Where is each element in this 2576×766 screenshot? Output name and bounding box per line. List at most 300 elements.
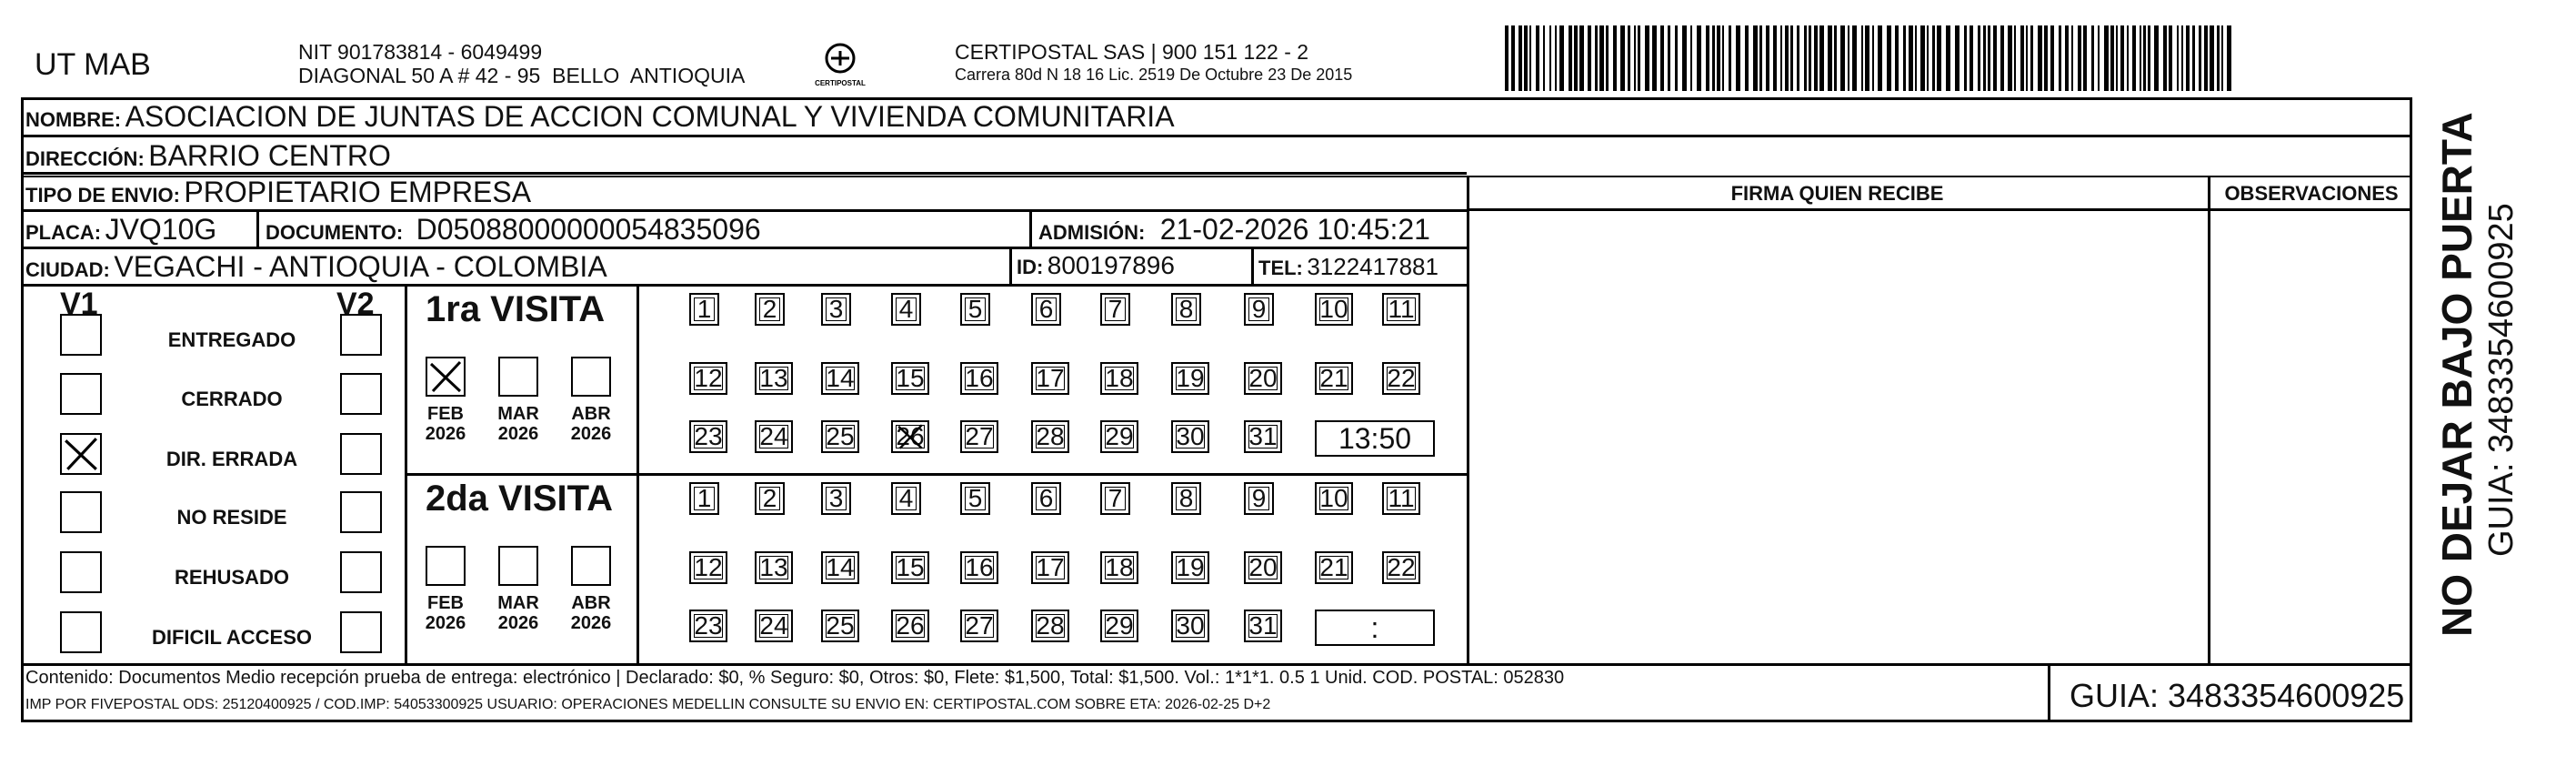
day-number: 23 [694,611,723,640]
month-year: 2026 [497,424,539,444]
day-box-2[interactable] [755,482,785,515]
day-number: 25 [826,611,855,640]
id-value: 800197896 [1047,251,1175,279]
month-name: MAR [497,404,539,424]
day-number: 3 [828,295,844,323]
barcode-bar [1549,25,1551,91]
day-box-4[interactable] [891,293,921,326]
barcode-bar [1722,25,1724,91]
day-box-26[interactable] [891,610,929,642]
cross-mark [893,422,927,451]
barcode-bar [1753,25,1758,91]
day-box-9[interactable] [1244,293,1274,326]
day-box-17[interactable] [1031,551,1069,584]
documento-label: DOCUMENTO: [266,221,404,244]
day-number: 21 [1319,364,1348,392]
barcode-bar [1668,25,1670,91]
barcode-bar [1579,25,1584,91]
nombre-value: ASOCIACION DE JUNTAS DE ACCION COMUNAL Y VIVIENDA COMUNITARIA [125,100,1175,133]
day-box-23[interactable] [689,420,727,453]
day-box-19[interactable] [1171,362,1209,395]
day-box-12[interactable] [689,551,727,584]
day-number: 8 [1178,295,1194,323]
day-number: 29 [1105,422,1134,450]
barcode-bar [2071,25,2073,91]
month-label [491,593,546,633]
barcode-bar [1606,25,1609,91]
day-box-11[interactable] [1382,293,1420,326]
barcode-bar [1613,25,1617,91]
barcode-bar [1865,25,1869,91]
day-box-22[interactable] [1382,551,1420,584]
day-box-21[interactable] [1315,362,1353,395]
barcode-bar [2078,25,2081,91]
barcode-bar [2059,25,2061,91]
day-box-10[interactable] [1315,482,1353,515]
barcode-bar [2120,25,2124,91]
day-number: 31 [1248,422,1278,450]
month-year: 2026 [497,613,539,633]
day-box-29[interactable] [1100,420,1138,453]
day-number: 25 [826,422,855,450]
month-label [418,404,473,444]
day-number: 11 [1388,295,1415,323]
day-box-3[interactable] [821,293,851,326]
firma-header: FIRMA QUIEN RECIBE [1730,182,1944,205]
day-number: 2 [762,295,777,323]
day-box-19[interactable] [1171,551,1209,584]
day-number: 16 [965,364,994,392]
day-number: 21 [1319,553,1348,581]
ciudad-label: CIUDAD: [25,258,110,281]
barcode-bar [2127,25,2129,91]
day-box-28[interactable] [1031,610,1069,642]
barcode-bar [2091,25,2094,91]
day-number: 11 [1388,484,1415,512]
barcode-bar [1970,25,1973,91]
nombre-row [25,100,1175,134]
day-number: 1 [697,295,712,323]
day-box-1[interactable] [689,293,719,326]
day-number: 4 [898,295,914,323]
day-number: 19 [1176,553,1205,581]
day-number: 6 [1038,295,1054,323]
barcode-bar [1652,25,1657,91]
barcode-bar [1840,25,1845,91]
day-box-16[interactable] [960,551,998,584]
day-number: 2 [762,484,777,512]
footer-guia: GUIA: 3483354600925 [2070,677,2405,714]
barcode-bar [1903,25,1906,91]
barcode-bar [1511,25,1515,91]
barcode-bar [1759,25,1762,91]
month-year: 2026 [570,613,612,633]
cross-mark [62,435,100,473]
barcode-bar [1937,25,1941,91]
day-box-29[interactable] [1100,610,1138,642]
barcode-bar [1729,25,1731,91]
day-box-15[interactable] [891,551,929,584]
barcode-bar [1745,25,1749,91]
barcode-bar [1848,25,1849,91]
day-box-18[interactable] [1100,551,1138,584]
day-number: 26 [896,611,925,640]
day-box-6[interactable] [1031,293,1061,326]
day-box-30[interactable] [1171,610,1209,642]
barcode-bar [2132,25,2136,91]
day-number: 15 [896,364,925,392]
barcode-bar [1983,25,1986,91]
month-checkbox[interactable] [498,546,538,586]
month-year: 2026 [425,424,466,444]
day-box-25[interactable] [821,610,859,642]
signature-area[interactable] [1469,211,2206,660]
barcode-bar [1569,25,1572,91]
month-name: FEB [427,593,464,613]
day-box-21[interactable] [1315,551,1353,584]
day-number: 31 [1248,611,1278,640]
day-box-25[interactable] [821,420,859,453]
barcode-bar [1620,25,1625,91]
sender-address: DIAGONAL 50 A # 42 - 95 BELLO ANTIOQUIA [298,64,746,87]
barcode-bar [1588,25,1591,91]
barcode-bar [1628,25,1630,91]
tel-value: 3122417881 [1307,253,1438,280]
v1-checkbox[interactable] [60,314,102,356]
barcode-bar [2030,25,2033,91]
day-box-24[interactable] [755,420,793,453]
v2-checkbox[interactable] [340,433,382,475]
barcode-bar [1946,25,1950,91]
tel-row [1258,253,1438,281]
barcode-bar [2217,25,2220,91]
barcode-bar [2210,25,2214,91]
tipo-value: PROPIETARIO EMPRESA [184,176,532,208]
barcode-bar [1780,25,1782,91]
barcode-bar [1645,25,1649,91]
observations-area[interactable] [2210,211,2411,660]
barcode-bar [1773,25,1777,91]
day-number: 28 [1036,611,1065,640]
carrier-company: CERTIPOSTAL SAS | 900 151 122 - 2 [955,40,1309,64]
time-value: 13:50 [1338,421,1412,455]
barcode-bar [2020,25,2024,91]
barcode-bar [1932,25,1935,91]
day-number: 12 [694,364,723,392]
month-name: ABR [571,593,611,613]
barcode-bar [1809,25,1811,91]
time-value: : [1370,610,1379,644]
day-number: 24 [759,611,788,640]
barcode-bar [1915,25,1917,91]
barcode-bar [1543,25,1545,91]
barcode [1505,25,2232,91]
barcode-bar [2098,25,2100,91]
placa-row [25,213,216,247]
v1-checkbox[interactable] [60,491,102,533]
barcode-bar [2186,25,2190,91]
barcode-bar [2050,25,2054,91]
barcode-bar [2083,25,2087,91]
status-label: CERRADO [181,388,283,410]
barcode-bar [2192,25,2195,91]
day-box-13[interactable] [755,551,793,584]
barcode-bar [1878,25,1882,91]
barcode-bar [2110,25,2114,91]
day-box-7[interactable] [1100,482,1130,515]
barcode-bar [2163,25,2167,91]
barcode-bar [2143,25,2146,91]
barcode-bar [1736,25,1740,91]
cross-mark [427,358,464,395]
barcode-bar [1861,25,1863,91]
visit-title: 2da VISITA [426,479,613,519]
time-box[interactable] [1315,610,1435,646]
barcode-bar [2204,25,2208,91]
day-box-26[interactable] [891,420,929,453]
barcode-bar [1927,25,1929,91]
day-number: 26 [896,422,925,450]
v1-checkbox[interactable] [60,611,102,653]
day-number: 7 [1108,484,1123,512]
day-box-31[interactable] [1244,610,1282,642]
month-label [564,404,618,444]
day-box-2[interactable] [755,293,785,326]
month-checkbox[interactable] [426,357,466,397]
month-name: FEB [427,404,464,424]
placa-value: JVQ10G [105,213,217,246]
day-box-27[interactable] [960,610,998,642]
v2-checkbox[interactable] [340,551,382,593]
day-number: 10 [1319,295,1348,323]
day-number: 4 [898,484,914,512]
day-number: 16 [965,553,994,581]
day-number: 27 [965,422,994,450]
status-label: DIR. ERRADA [165,448,298,470]
documento-value: D05088000000054835096 [416,213,761,246]
day-box-6[interactable] [1031,482,1061,515]
day-box-20[interactable] [1244,551,1282,584]
status-label: REHUSADO [175,566,289,589]
day-box-28[interactable] [1031,420,1069,453]
day-box-17[interactable] [1031,362,1069,395]
v1-checkbox[interactable] [60,373,102,415]
v1-header: V1 [60,287,98,321]
day-number: 13 [759,553,788,581]
day-number: 14 [826,553,855,581]
ciudad-row [25,250,607,284]
day-box-31[interactable] [1244,420,1282,453]
barcode-bar [2008,25,2012,91]
status-label: ENTREGADO [167,328,296,351]
direccion-label: DIRECCIÓN: [25,147,145,170]
day-box-20[interactable] [1244,362,1282,395]
day-number: 9 [1251,295,1267,323]
day-number: 30 [1176,422,1205,450]
barcode-bar [1834,25,1837,91]
no-dejar-bajo-puerta: NO DEJAR BAJO PUERTA [2433,112,2481,637]
day-number: 17 [1036,364,1065,392]
day-number: 17 [1036,553,1065,581]
barcode-bar [1559,25,1564,91]
day-number: 8 [1178,484,1194,512]
day-box-5[interactable] [960,482,990,515]
visit-title: 1ra VISITA [426,289,606,329]
day-box-9[interactable] [1244,482,1274,515]
day-box-23[interactable] [689,610,727,642]
barcode-bar [1555,25,1557,91]
placa-label: PLACA: [25,221,102,244]
barcode-bar [1712,25,1715,91]
barcode-bar [1697,25,1701,91]
barcode-bar [1819,25,1824,91]
sender-short: UT MAB [35,47,151,82]
ciudad-value: VEGACHI - ANTIOQUIA - COLOMBIA [114,250,607,283]
barcode-bar [1717,25,1720,91]
barcode-bar [1505,25,1509,91]
observaciones-header: OBSERVACIONES [2224,182,2399,205]
v1-checkbox[interactable] [60,551,102,593]
day-box-18[interactable] [1100,362,1138,395]
admision-value: 21-02-2026 10:45:21 [1159,213,1430,246]
barcode-bar [1955,25,1960,91]
barcode-bar [1660,25,1664,91]
barcode-bar [2065,25,2069,91]
day-box-10[interactable] [1315,293,1353,326]
month-year: 2026 [570,424,612,444]
side-guia: GUIA: 3483354600925 [2482,203,2521,557]
day-number: 27 [965,611,994,640]
day-box-14[interactable] [821,551,859,584]
barcode-bar [1828,25,1832,91]
tel-label: TEL: [1258,257,1303,279]
barcode-bar [1909,25,1913,91]
v1-checkbox[interactable] [60,433,102,475]
barcode-bar [1675,25,1678,91]
barcode-bar [1690,25,1692,91]
day-box-8[interactable] [1171,293,1201,326]
barcode-bar [2000,25,2004,91]
id-row [1017,251,1175,280]
month-name: ABR [571,404,611,424]
day-box-1[interactable] [689,482,719,515]
tipo-label: TIPO DE ENVIO: [25,184,180,207]
day-number: 29 [1105,611,1134,640]
month-checkbox[interactable] [498,357,538,397]
month-checkbox[interactable] [426,546,466,586]
barcode-bar [1872,25,1874,91]
nombre-label: NOMBRE: [25,108,122,131]
documento-row [266,213,761,247]
barcode-bar [2116,25,2118,91]
day-number: 18 [1105,364,1134,392]
barcode-bar [1519,25,1522,91]
barcode-bar [2140,25,2141,91]
day-box-24[interactable] [755,610,793,642]
day-number: 19 [1176,364,1205,392]
barcode-bar [1634,25,1636,91]
month-checkbox[interactable] [571,546,611,586]
barcode-bar [1993,25,1997,91]
day-number: 12 [694,553,723,581]
day-box-5[interactable] [960,293,990,326]
barcode-bar [2148,25,2150,91]
day-number: 20 [1248,553,1278,581]
day-box-30[interactable] [1171,420,1209,453]
day-number: 1 [697,484,712,512]
sender-nit: NIT 901783814 - 6049499 [298,40,543,64]
day-number: 9 [1251,484,1267,512]
barcode-bar [1964,25,1967,91]
day-box-15[interactable] [891,362,929,395]
barcode-bar [1706,25,1709,91]
certipostal-logo [814,40,867,93]
v2-checkbox[interactable] [340,491,382,533]
status-label: NO RESIDE [176,506,287,529]
admision-label: ADMISIÓN: [1038,221,1146,244]
day-box-4[interactable] [891,482,921,515]
day-box-22[interactable] [1382,362,1420,395]
barcode-bar [2199,25,2201,91]
footer-contenido: Contenido: Documentos Medio recepción prueba de entrega: electrónico | Declarado: $0, % Seguro: $0, Otros: $0, Flete: $1,500, Total: $1,500. Vol.: 1*1*1. 0.5 1 Unid. COD. POSTAL: 052830 [25,668,1565,688]
month-checkbox[interactable] [571,357,611,397]
day-box-7[interactable] [1100,293,1130,326]
v2-checkbox[interactable] [340,611,382,653]
day-number: 10 [1319,484,1348,512]
time-box[interactable] [1315,420,1435,457]
day-number: 23 [694,422,723,450]
barcode-bar [1978,25,1980,91]
day-number: 15 [896,553,925,581]
barcode-bar [1790,25,1793,91]
day-number: 13 [759,364,788,392]
month-label [491,404,546,444]
day-box-27[interactable] [960,420,998,453]
day-box-8[interactable] [1171,482,1201,515]
month-name: MAR [497,593,539,613]
barcode-bar [1887,25,1891,91]
barcode-bar [2038,25,2042,91]
barcode-bar [1988,25,1990,91]
day-box-16[interactable] [960,362,998,395]
id-label: ID: [1017,256,1044,278]
barcode-bar [2104,25,2109,91]
day-box-13[interactable] [755,362,793,395]
day-number: 22 [1387,553,1416,581]
v2-checkbox[interactable] [340,373,382,415]
day-number: 14 [826,364,855,392]
day-box-14[interactable] [821,362,859,395]
day-box-12[interactable] [689,362,727,395]
day-box-11[interactable] [1382,482,1420,515]
logo-wordmark: CERTIPOSTAL [815,79,866,87]
day-number: 18 [1105,553,1134,581]
barcode-bar [2044,25,2048,91]
day-number: 28 [1036,422,1065,450]
day-number: 22 [1387,364,1416,392]
barcode-bar [2169,25,2172,91]
barcode-bar [1529,25,1531,91]
day-number: 6 [1038,484,1054,512]
day-number: 3 [828,484,844,512]
v2-checkbox[interactable] [340,314,382,356]
day-number: 7 [1108,295,1123,323]
day-box-3[interactable] [821,482,851,515]
month-label [564,593,618,633]
barcode-bar [1814,25,1818,91]
admision-row [1038,213,1430,247]
barcode-bar [1536,25,1539,91]
